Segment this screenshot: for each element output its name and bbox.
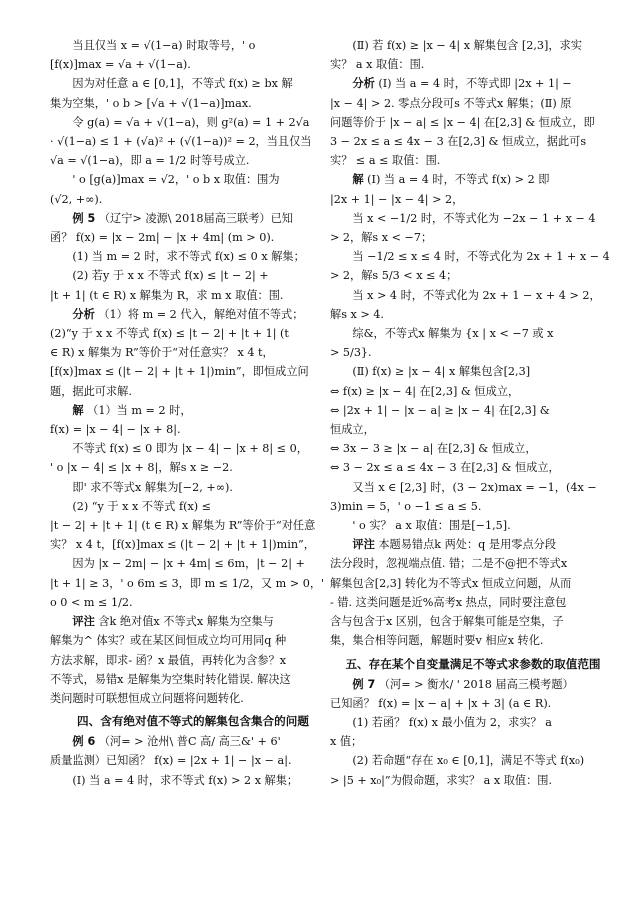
text-line: 类问题时可联想恒成立问题将问题转化.: [50, 691, 244, 705]
text-line: 题，据此可求解.: [50, 384, 132, 398]
text-line: [f(x)]max ≤ (|t − 2| + |t + 1|)min”，即恒成立问: [50, 365, 309, 379]
text-line: (1) 若函？ f(x) x 最小值为 2，求实？ a: [352, 715, 552, 729]
example-5-label: 例 5: [72, 211, 96, 225]
analysis-line: [50, 305, 336, 324]
example-6-label: 例 6: [72, 735, 96, 749]
text-line: (1) 当 m = 2 时，求不等式 f(x) ≤ 0 x 解集；: [72, 250, 305, 264]
text-line: > 2，解s x < −7；: [330, 231, 433, 245]
example-6-line: [50, 732, 336, 751]
right-column: [330, 36, 616, 790]
text-line: (2) 若命题“存在 x₀ ∈ [0,1]，满足不等式 f(x₀): [352, 754, 585, 768]
text-line: 实？ a x 取值：围.: [330, 58, 425, 72]
text-line: 解集包含[2,3] 转化为不等式x 恒成立问题，从而: [330, 576, 572, 590]
text-line: ' o |x − 4| ≤ |x + 8|，解s x ≥ −2.: [50, 461, 233, 475]
text-line: 解集为^ 体实？或在某区间恒成立均可用同q 种: [50, 634, 287, 648]
text-line: 当 −1/2 ≤ x ≤ 4 时，不等式化为 2x + 1 + x − 4: [352, 250, 610, 264]
text-line: |t + 1| (t ∈ R) x 解集为 R，求 m x 取值：围.: [50, 288, 284, 302]
example-5-line: [50, 209, 336, 228]
text-span: （辽宁> 凌源\ 2018届高三联考）已知: [98, 211, 293, 225]
solution-label: 解: [352, 173, 364, 187]
section-5-title: 五、存在某个自变量满足不等式求参数的取值范围: [345, 656, 601, 671]
comment-line: [330, 535, 616, 554]
text-line: ⇔ 3 − 2x ≤ a ≤ 4x − 3 在[2,3] & 恒成立，: [330, 461, 560, 475]
text-line: 不等式 f(x) ≤ 0 即为 |x − 4| − |x + 8| ≤ 0，: [72, 442, 308, 456]
comment-line: [50, 612, 336, 631]
text-line: 实？ ≤ a ≤ 取值：围.: [330, 154, 441, 168]
text-line: 当 x > 4 时，不等式化为 2x + 1 − x + 4 > 2，: [352, 288, 601, 302]
text-span: （1）将 m = 2 代入，解绝对值不等式；: [98, 307, 304, 321]
text-line: 方法求解，即求- 函？x 最值，再转化为含参？x: [50, 653, 287, 667]
text-line: 综&，不等式x 解集为 {x | x < −7 或 x: [352, 327, 554, 341]
text-line: |t + 1| ≥ 3，' o 6m ≤ 3，即 m ≤ 1/2，又 m > 0，': [50, 576, 325, 590]
text-line: 即' 求不等式x 解集为[−2, +∞).: [72, 480, 233, 494]
example-7-label: 例 7: [352, 677, 376, 691]
text-line: 实？ x 4 t，[f(x)]max ≤ (|t − 2| + |t + 1|)min”，: [50, 538, 315, 552]
text-line: 恒成立，: [330, 423, 375, 437]
text-line: 令 g(a) = √a + √(1−a)，则 g²(a) = 1 + 2√a: [72, 115, 310, 129]
text-line: · √(1−a) ≤ 1 + (√a)² + (√(1−a))² = 2，当且仅当: [50, 135, 312, 149]
analysis-label: 分析: [72, 307, 95, 321]
text-line: |t − 2| + |t + 1| (t ∈ R) x 解集为 R”等价于“对任意: [50, 519, 316, 533]
left-column: [50, 36, 336, 790]
text-line: x 值；: [330, 735, 363, 749]
section-4-title: 四、含有绝对值不等式的解集包含集合的问题: [77, 714, 309, 729]
solution-label: 解: [72, 403, 84, 417]
text-line: - 错. 这类问题是近%高考x 热点，同时要注意包: [330, 595, 567, 609]
text-line: f(x) = |x − 4| − |x + 8|.: [50, 423, 181, 437]
text-line: 3 − 2x ≤ a ≤ 4x − 3 在[2,3] & 恒成立，据此可s: [330, 135, 587, 149]
text-line: √a = √(1−a)，即 a = 1/2 时等号成立.: [50, 154, 250, 168]
text-line: (Ⅱ) f(x) ≥ |x − 4| x 解集包含[2,3]: [352, 365, 531, 379]
comment-label: 评注: [352, 538, 375, 552]
text-span: （河= > 衡水/ ' 2018 届高三模考题）: [378, 677, 574, 691]
example-7-line: [330, 675, 616, 694]
text-line: > 5/3}.: [330, 346, 372, 360]
text-line: 已知函？ f(x) = |x − a| + |x + 3| (a ∈ R).: [330, 696, 552, 710]
text-line: 3)min = 5，' o −1 ≤ a ≤ 5.: [330, 499, 482, 513]
text-line: ' o [g(a)]max = √2，' o b x 取值：围为: [72, 173, 280, 187]
text-line: 问题等价于 |x − a| ≤ |x − 4| 在[2,3] & 恒成立，即: [330, 115, 595, 129]
text-line: 含与包含于x 区别，包含于解集可能是空集，子: [330, 615, 564, 629]
text-span: （1）当 m = 2 时，: [87, 403, 192, 417]
text-line: ⇔ f(x) ≥ |x − 4| 在[2,3] & 恒成立，: [330, 384, 520, 398]
text-line: 因为 |x − 2m| − |x + 4m| ≤ 6m，|t − 2| +: [72, 557, 305, 571]
text-span: 含k 绝对值x 不等式x 解集为空集与: [98, 615, 274, 629]
text-line: 又当 x ∈ [2,3] 时，(3 − 2x)max = −1，(4x −: [352, 480, 597, 494]
text-line: ∈ R) x 解集为 R”等价于“对任意实？ x 4 t，: [50, 346, 274, 360]
text-span: (Ⅰ) 当 a = 4 时，不等式即 |2x + 1| −: [378, 77, 572, 91]
text-line: 当且仅当 x = √(1−a) 时取等号，' o: [72, 39, 256, 52]
text-line: 集，集合相等问题，解题时要v 相应x 转化.: [330, 634, 544, 648]
text-span: (Ⅰ) 当 a = 4 时，不等式 f(x) > 2 即: [367, 173, 550, 187]
text-line: (2) “y 于 x x 不等式 f(x) ≤: [72, 499, 212, 513]
text-span: （河= > 沧州\ 普C 高/ 高三&' + 6': [98, 735, 281, 749]
text-line: 解s x > 4.: [330, 307, 384, 321]
analysis-line: [330, 74, 616, 93]
text-line: (Ⅰ) 当 a = 4 时，求不等式 f(x) > 2 x 解集；: [72, 773, 299, 787]
text-line: 集为空集，' o b > [√a + √(1−a)]max.: [50, 96, 252, 110]
text-line: ⇔ 3x − 3 ≥ |x − a| 在[2,3] & 恒成立，: [330, 442, 537, 456]
text-line: (Ⅱ) 若 f(x) ≥ |x − 4| x 解集包含 [2,3]，求实: [352, 39, 582, 52]
text-line: 质量监测）已知函？ f(x) = |2x + 1| − |x − a|.: [50, 754, 292, 768]
text-line: |2x + 1| − |x − 4| > 2，: [330, 192, 464, 206]
text-line: |x − 4| > 2. 零点分段可s 不等式x 解集；(Ⅱ) 原: [330, 96, 572, 110]
text-line: 因为对任意 a ∈ [0,1]，不等式 f(x) ≥ bx 解: [72, 77, 293, 91]
text-line: (2)“y 于 x x 不等式 f(x) ≤ |t − 2| + |t + 1| (t: [50, 327, 289, 341]
solution-line: [50, 401, 336, 420]
text-line: (2) 若y 于 x x 不等式 f(x) ≤ |t − 2| +: [72, 269, 269, 283]
text-line: ' o 实？ a x 取值：围是[−1,5].: [352, 519, 511, 533]
text-line: > 2，解s 5/3 < x ≤ 4；: [330, 269, 458, 283]
text-line: (√2, +∞).: [50, 192, 103, 206]
text-line: 当 x < −1/2 时，不等式化为 −2x − 1 + x − 4: [352, 211, 596, 225]
comment-label: 评注: [72, 615, 95, 629]
analysis-label: 分析: [352, 77, 375, 91]
text-line: o 0 < m ≤ 1/2.: [50, 595, 133, 609]
text-line: [f(x)]max = √a + √(1−a).: [50, 58, 191, 72]
text-line: > |5 + x₀|”为假命题，求实？ a x 取值：围.: [330, 773, 553, 787]
text-line: 函？ f(x) = |x − 2m| − |x + 4m| (m > 0).: [50, 231, 275, 245]
text-line: 不等式，易错x 是解集为空集时转化错误. 解决这: [50, 672, 291, 686]
text-line: 法分段时，忽视端点值. 错；二是不@把不等式x: [330, 557, 568, 571]
text-line: ⇔ |2x + 1| − |x − a| ≥ |x − 4| 在[2,3] &: [330, 403, 550, 417]
text-span: 本题易错点k 两处：q 是用零点分段: [378, 538, 557, 552]
solution-line: [330, 170, 616, 189]
